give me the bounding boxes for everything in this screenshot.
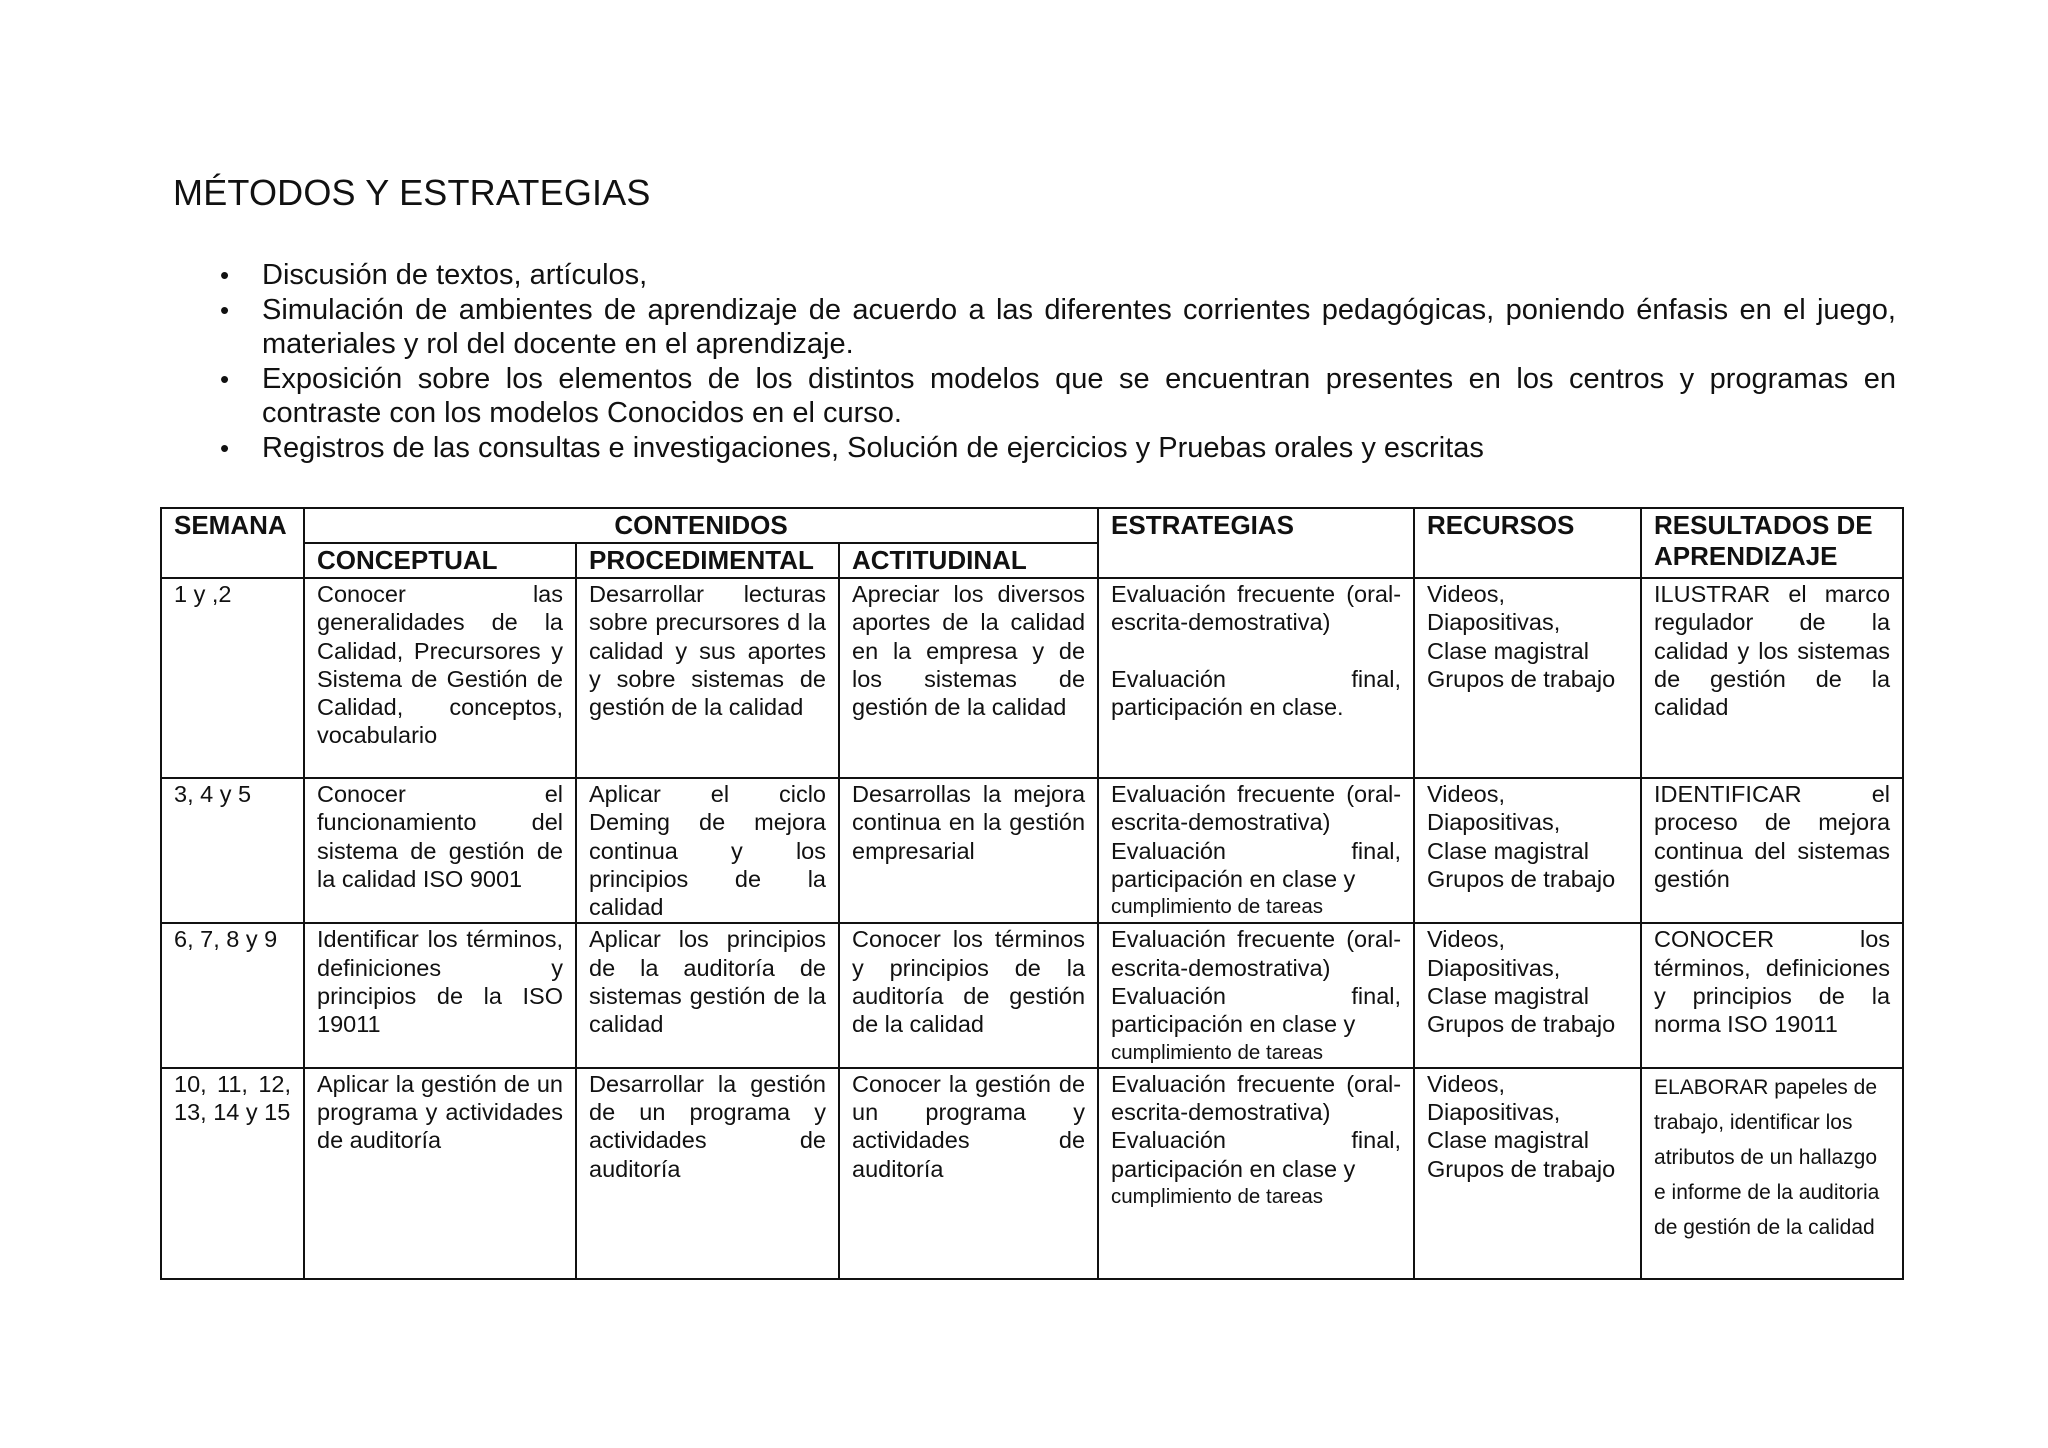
cell-actitudinal: Desarrollas la mejora continua en la gestión empresarial	[839, 778, 1098, 923]
table-row	[161, 578, 1903, 778]
cell-resultados: ELABORAR papeles de trabajo, identificar los atributos de un hallazgo e informe de la auditoria de gestión de la calidad	[1641, 1068, 1903, 1279]
estrategia-tareas: cumplimiento de tareas	[1111, 895, 1323, 919]
estrategia-final: Evaluación final, participación en clase y	[1111, 837, 1402, 892]
methods-list	[220, 258, 1896, 465]
estrategia-final: Evaluación final, participación en clase y	[1111, 1127, 1402, 1182]
cell-recursos	[1414, 1068, 1641, 1279]
cell-procedimental: Aplicar los principios de la auditoría de sistemas gestión de la calidad	[576, 923, 839, 1067]
cell-recursos	[1414, 923, 1641, 1067]
cell-recursos	[1414, 578, 1641, 778]
cell-procedimental: Aplicar el ciclo Deming de mejora continua y los principios de la calidad	[576, 778, 839, 923]
list-item: • Exposición sobre los elementos de los distintos modelos que se encuentran presentes en los centros y programas en contraste con los modelos Conocidos en el curso.	[220, 362, 1896, 431]
recurso-item: Diapositivas,	[1427, 1098, 1561, 1125]
cell-estrategias	[1098, 578, 1414, 778]
recurso-item: Clase magistral	[1427, 837, 1589, 864]
cell-resultados: IDENTIFICAR el proceso de mejora continua del sistemas gestión	[1641, 778, 1903, 923]
cell-conceptual: Identificar los términos, definiciones y principios de la ISO 19011	[304, 923, 576, 1067]
section-heading: MÉTODOS Y ESTRATEGIAS	[173, 172, 651, 213]
cell-actitudinal: Apreciar los diversos aportes de la calidad en la empresa y de los sistemas de gestión de la calidad	[839, 578, 1098, 778]
recurso-item: Diapositivas,	[1427, 609, 1561, 636]
header-conceptual: CONCEPTUAL	[304, 543, 576, 578]
cell-estrategias	[1098, 1068, 1414, 1279]
recurso-item: Videos,	[1427, 581, 1505, 607]
cell-recursos	[1414, 778, 1641, 923]
list-item: • Registros de las consultas e investigaciones, Solución de ejercicios y Pruebas orales y escritas	[220, 431, 1896, 466]
cell-estrategias	[1098, 923, 1414, 1067]
cell-semana: 1 y ,2	[161, 578, 304, 778]
recurso-item: Grupos de trabajo	[1427, 1155, 1616, 1182]
table-row	[161, 778, 1903, 923]
cell-conceptual: Conocer el funcionamiento del sistema de gestión de la calidad ISO 9001	[304, 778, 576, 923]
cell-actitudinal: Conocer la gestión de un programa y actividades de auditoría	[839, 1068, 1098, 1279]
recurso-item: Grupos de trabajo	[1427, 665, 1616, 692]
recurso-item: Videos,	[1427, 926, 1505, 953]
estrategia-frecuente: Evaluación frecuente (oral-escrita-demostrativa)	[1111, 926, 1402, 981]
cell-semana: 3, 4 y 5	[161, 778, 304, 923]
estrategia-tareas: cumplimiento de tareas	[1111, 1040, 1323, 1064]
estrategia-final: Evaluación final, participación en clase.	[1111, 665, 1402, 720]
recurso-item: Clase magistral	[1427, 1127, 1589, 1154]
recurso-item: Videos,	[1427, 781, 1505, 807]
cell-semana: 10, 11, 12, 13, 14 y 15	[161, 1068, 304, 1279]
table-row	[161, 923, 1903, 1067]
recurso-item: Clase magistral	[1427, 983, 1589, 1010]
header-resultados: RESULTADOS DE APRENDIZAJE	[1641, 508, 1903, 578]
estrategia-frecuente: Evaluación frecuente (oral-escrita-demostrativa)	[1111, 1070, 1402, 1125]
header-recursos: RECURSOS	[1414, 508, 1641, 578]
recurso-item: Grupos de trabajo	[1427, 1011, 1616, 1038]
cell-resultados: ILUSTRAR el marco regulador de la calidad y los sistemas de gestión de la calidad	[1641, 578, 1903, 778]
cell-procedimental: Desarrollar la gestión de un programa y actividades de auditoría	[576, 1068, 839, 1279]
cell-conceptual: Aplicar la gestión de un programa y actividades de auditoría	[304, 1068, 576, 1279]
estrategia-tareas: cumplimiento de tareas	[1111, 1184, 1323, 1208]
cell-conceptual: Conocer las generalidades de la Calidad, Precursores y Sistema de Gestión de Calidad, conceptos, vocabulario	[304, 578, 576, 778]
header-estrategias: ESTRATEGIAS	[1098, 508, 1414, 578]
recurso-item: Videos,	[1427, 1070, 1505, 1097]
cell-procedimental: Desarrollar lecturas sobre precursores d la calidad y sus aportes y sobre sistemas de gestión de la calidad	[576, 578, 839, 778]
list-item: • Discusión de textos, artículos,	[220, 258, 1896, 293]
header-procedimental: PROCEDIMENTAL	[576, 543, 839, 578]
estrategia-frecuente: Evaluación frecuente (oral-escrita-demostrativa)	[1111, 581, 1402, 636]
recurso-item: Diapositivas,	[1427, 954, 1561, 981]
cell-semana: 6, 7, 8 y 9	[161, 923, 304, 1067]
estrategia-final: Evaluación final, participación en clase y	[1111, 983, 1402, 1038]
cell-resultados: CONOCER los términos, definiciones y principios de la norma ISO 19011	[1641, 923, 1903, 1067]
cell-estrategias	[1098, 778, 1414, 923]
header-contenidos: CONTENIDOS	[304, 508, 1098, 543]
header-semana: SEMANA	[161, 508, 304, 578]
recurso-item: Grupos de trabajo	[1427, 865, 1616, 892]
course-plan-table	[160, 507, 1904, 1280]
table-row	[161, 1068, 1903, 1279]
cell-actitudinal: Conocer los términos y principios de la auditoría de gestión de la calidad	[839, 923, 1098, 1067]
list-item: • Simulación de ambientes de aprendizaje de acuerdo a las diferentes corrientes pedagógicas, poniendo énfasis en el juego, materiales y rol del docente en el aprendizaje.	[220, 293, 1896, 362]
estrategia-frecuente: Evaluación frecuente (oral-escrita-demostrativa)	[1111, 781, 1402, 836]
header-actitudinal: ACTITUDINAL	[839, 543, 1098, 578]
recurso-item: Clase magistral	[1427, 637, 1589, 664]
recurso-item: Diapositivas,	[1427, 809, 1561, 836]
